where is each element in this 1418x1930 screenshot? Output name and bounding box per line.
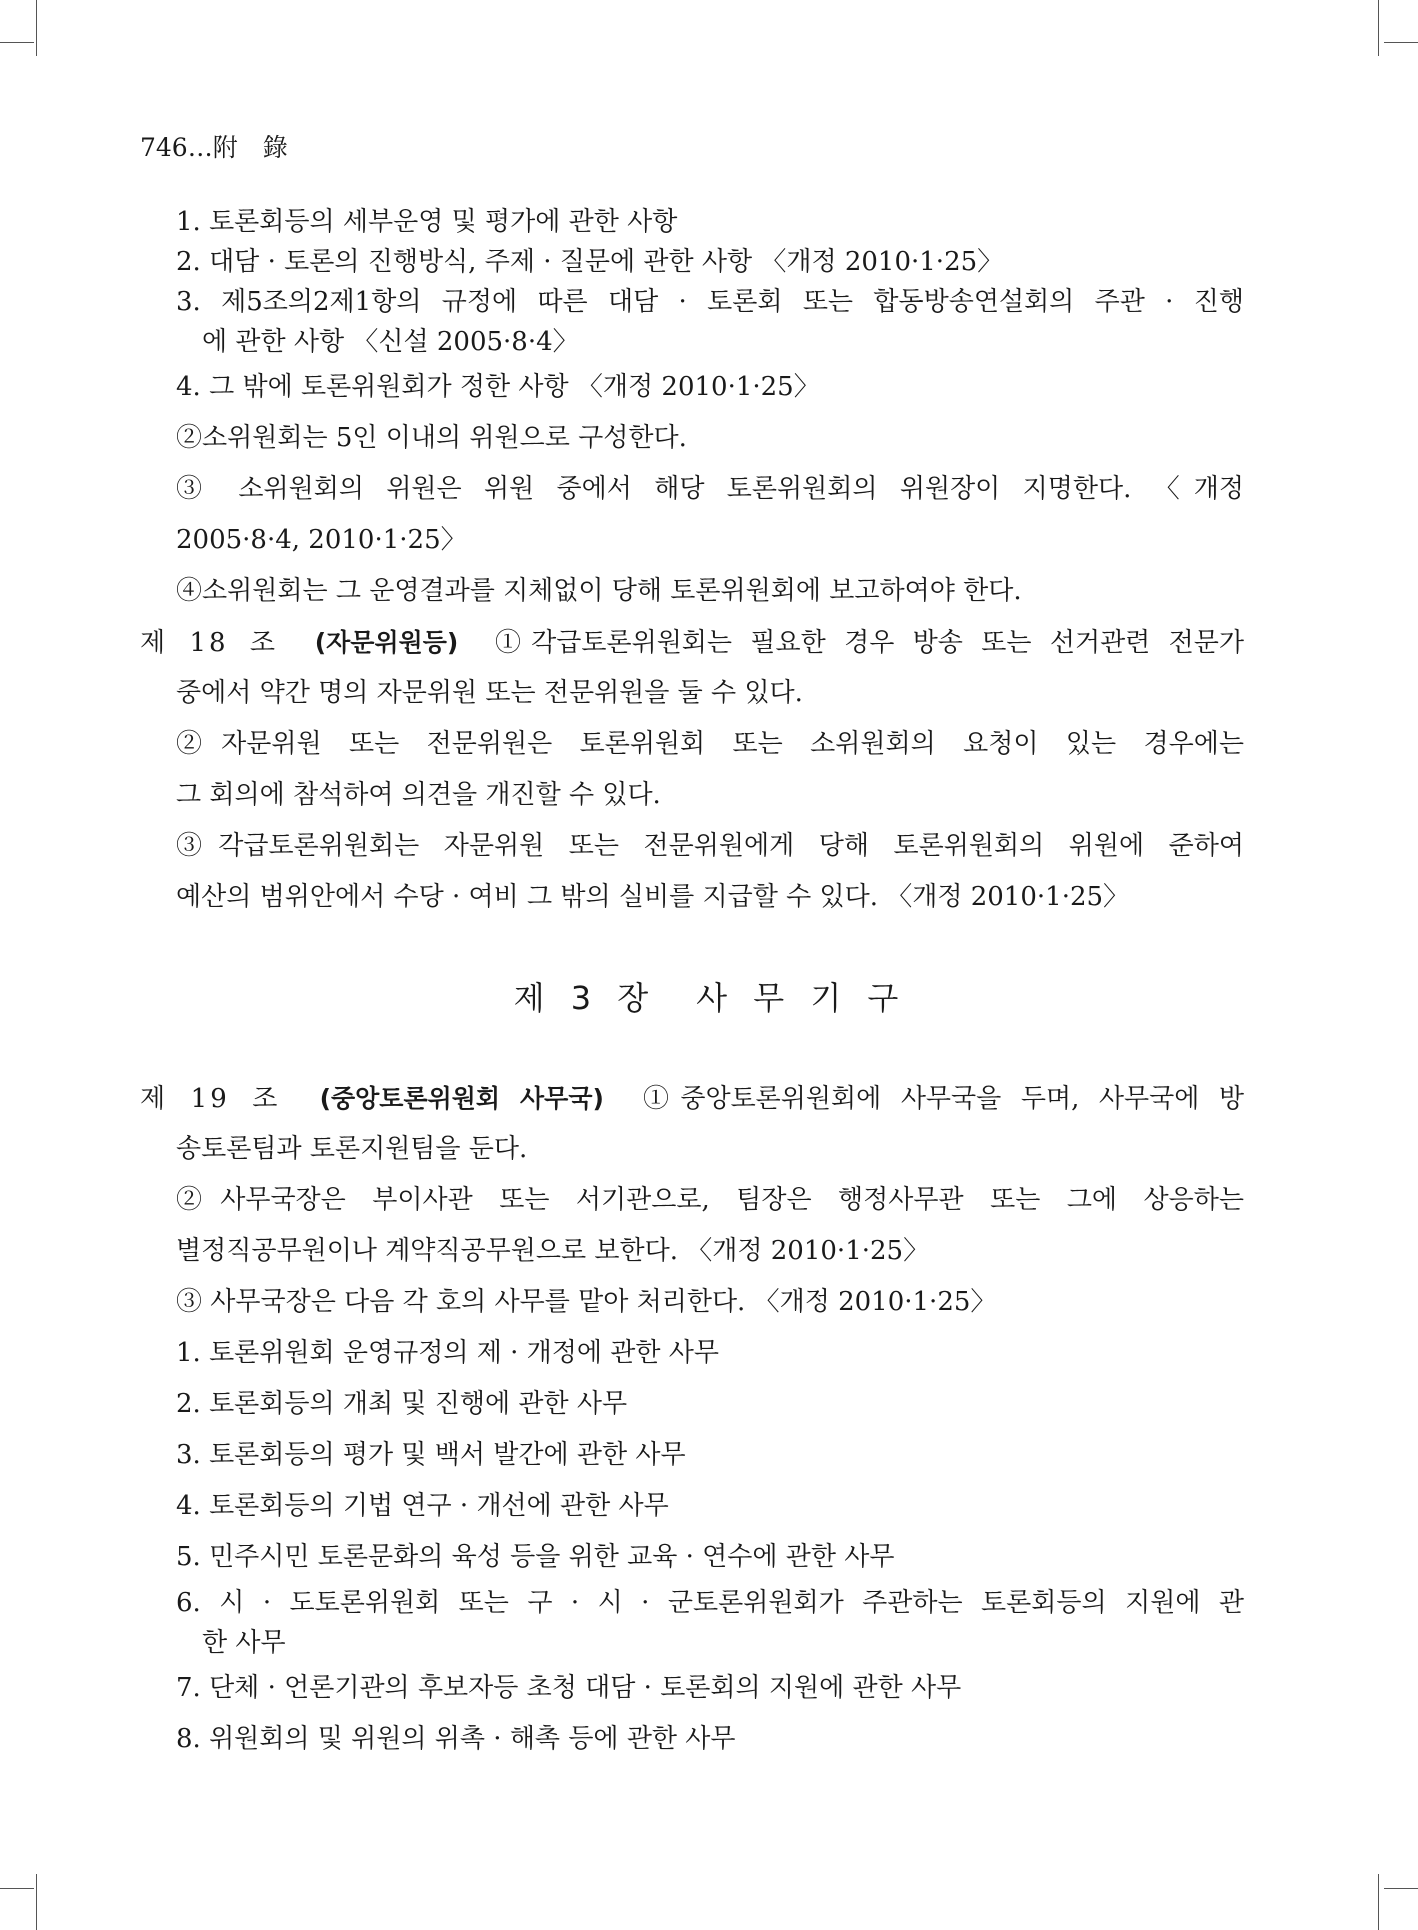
article-number: 제 19 조 [140, 1084, 281, 1114]
article-heading: (자문위원등) [314, 628, 459, 657]
list-item: 6. 시 · 도토론위원회 또는 구 · 시 · 군토론위원회가 주관하는 토론회등의 지원에 관 [176, 1588, 1244, 1618]
list-item-continuation: 한 사무 [202, 1628, 286, 1658]
list-item: 4. 토론회등의 기법 연구 · 개선에 관한 사무 [176, 1491, 669, 1521]
paragraph-continuation: 별정직공무원이나 계약직공무원으로 보한다. 〈개정 2010·1·25〉 [176, 1236, 930, 1266]
paragraph: ②소위원회는 5인 이내의 위원으로 구성한다. [176, 423, 687, 453]
article-18-first-line [140, 617, 1244, 668]
article-text: ①중앙토론위원회에 사무국을 두며, 사무국에 방 [643, 1084, 1245, 1114]
crop-mark-bottom-right [1378, 1874, 1379, 1930]
list-item: 1. 토론회등의 세부운영 및 평가에 관한 사항 [176, 207, 678, 237]
crop-mark-bottom-right-h [1384, 1888, 1418, 1889]
article-heading: (중앙토론위원회 사무국) [319, 1084, 604, 1113]
list-item: 2. 토론회등의 개최 및 진행에 관한 사무 [176, 1389, 628, 1419]
list-item: 3. 제5조의2제1항의 규정에 따른 대담 · 토론회 또는 합동방송연설회의 주관 · 진행 [176, 287, 1244, 317]
article-number: 제 18 조 [140, 628, 279, 658]
paragraph-continuation: 송토론팀과 토론지원팀을 둔다. [176, 1134, 528, 1164]
list-item: 7. 단체 · 언론기관의 후보자등 초청 대담 · 토론회의 지원에 관한 사무 [176, 1673, 962, 1703]
crop-mark-bottom-left [36, 1874, 37, 1930]
document-body [140, 202, 1245, 1765]
chapter-title: 제 3 장 사 무 기 구 [513, 979, 907, 1017]
paragraph-continuation: 예산의 범위안에서 수당 · 여비 그 밖의 실비를 지급할 수 있다. 〈개정 2010·1·25〉 [176, 882, 1130, 912]
list-item: 5. 민주시민 토론문화의 육성 등을 위한 교육 · 연수에 관한 사무 [176, 1542, 895, 1572]
list-item: 1. 토론위원회 운영규정의 제 · 개정에 관한 사무 [176, 1338, 720, 1368]
list-item: 3. 토론회등의 평가 및 백서 발간에 관한 사무 [176, 1440, 686, 1470]
paragraph-continuation: 2005·8·4, 2010·1·25〉 [176, 525, 467, 555]
crop-mark-top-right [1378, 0, 1379, 56]
list-item: 4. 그 밖에 토론위원회가 정한 사항 〈개정 2010·1·25〉 [176, 372, 820, 402]
article-19-first-line [140, 1073, 1244, 1124]
crop-mark-top-left-h [0, 42, 34, 43]
paragraph: ③각급토론위원회는 자문위원 또는 전문위원에게 당해 토론위원회의 위원에 준하여 [176, 831, 1244, 861]
crop-mark-bottom-left-h [0, 1888, 34, 1889]
crop-mark-top-left [36, 0, 37, 56]
paragraph: ④소위원회는 그 운영결과를 지체없이 당해 토론위원회에 보고하여야 한다. [176, 576, 1022, 606]
paragraph: ③ 소위원회의 위원은 위원 중에서 해당 토론위원회의 위원장이 지명한다. 〈개정 [176, 474, 1244, 504]
paragraph: ②자문위원 또는 전문위원은 토론위원회 또는 소위원회의 요청이 있는 경우에는 [176, 729, 1244, 759]
paragraph: ②사무국장은 부이사관 또는 서기관으로, 팀장은 행정사무관 또는 그에 상응하는 [176, 1185, 1244, 1215]
crop-mark-top-right-h [1384, 42, 1418, 43]
paragraph: ③ 사무국장은 다음 각 호의 사무를 맡아 처리한다. 〈개정 2010·1·25〉 [176, 1287, 997, 1317]
article-text: ①각급토론위원회는 필요한 경우 방송 또는 선거관련 전문가 [495, 628, 1244, 658]
page-header: 746…附 錄 [140, 133, 288, 162]
list-item: 2. 대담 · 토론의 진행방식, 주제 · 질문에 관한 사항 〈개정 2010·1·25〉 [176, 247, 1004, 277]
list-item: 8. 위원회의 및 위원의 위촉 · 해촉 등에 관한 사무 [176, 1724, 736, 1754]
paragraph-continuation: 중에서 약간 명의 자문위원 또는 전문위원을 둘 수 있다. [176, 678, 803, 708]
paragraph-continuation: 그 회의에 참석하여 의견을 개진할 수 있다. [176, 780, 661, 810]
list-item-continuation: 에 관한 사항 〈신설 2005·8·4〉 [202, 327, 579, 357]
